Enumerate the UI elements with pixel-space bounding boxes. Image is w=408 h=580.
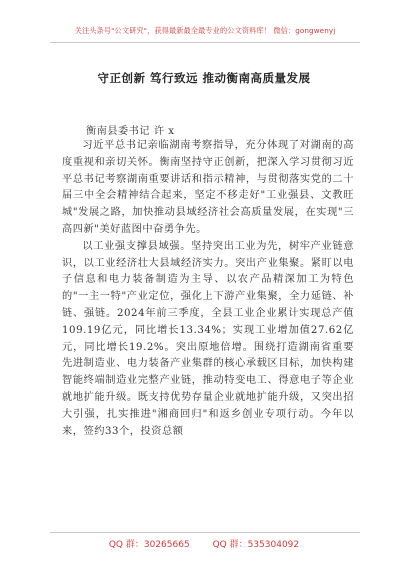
body-paragraph: 习近平总书记亲临湖南考察指导，充分体现了对湖南的高度重视和亲切关怀。衡南坚持守正创新，把深入学习贯彻习近平总书记考察湖南重要讲话和指示精神，与贯彻落实党的二十届三中全会精神结合起来，坚定不移走好"工业强县、文教旺城"发展之路，加快推动县域经济社会高质量发展，在实现"三高四新"美好蓝图中奋勇争先。 — [62, 140, 354, 235]
footer-contact — [0, 537, 408, 550]
document-body — [62, 138, 354, 440]
header-divider — [50, 42, 360, 43]
author-byline: 衡南县委书记 许 x — [86, 126, 175, 137]
footer-qq-group-2: QQ 群：535304092 — [212, 540, 300, 550]
footer-divider — [50, 532, 360, 533]
top-banner: 关注头条号"公文研究"，获得最新最全最专业的公文资料库！ 微信：gongwenyj — [74, 26, 336, 35]
body-paragraph: 以工业强支撑县域强。坚持突出工业为先，树牢产业链意识，以工业经济壮大县域经济实力。突出产业集聚。紧盯以电子信息和电力装备制造为主导、以农产品精深加工为特色的"一主一特"产业定位，强化上下游产业集聚，全力延链、补链、强链。2024年前三季度，全县工业企业累计实现总产值109.19亿元，同比增长13.34%；实现工业增加值27.62亿元，同比增长19.2%。突出原地倍增。围绕打造湖南省重要先进制造业、电力装备产业集群的核心承载区目标，加快构建智能终端制造业完整产业链，推动特变电工、得意电子等企业就地扩能升级。既支持优势存量企业就地扩能升级，又突出招大引强，扎实推进"湘商回归"和返乡创业专项行动。今年以来，签约33个，投资总额 — [62, 240, 354, 437]
document-title: 守正创新 笃行致远 推动衡南高质量发展 — [97, 71, 311, 85]
footer-qq-group-1: QQ 群：30265665 — [108, 540, 190, 550]
